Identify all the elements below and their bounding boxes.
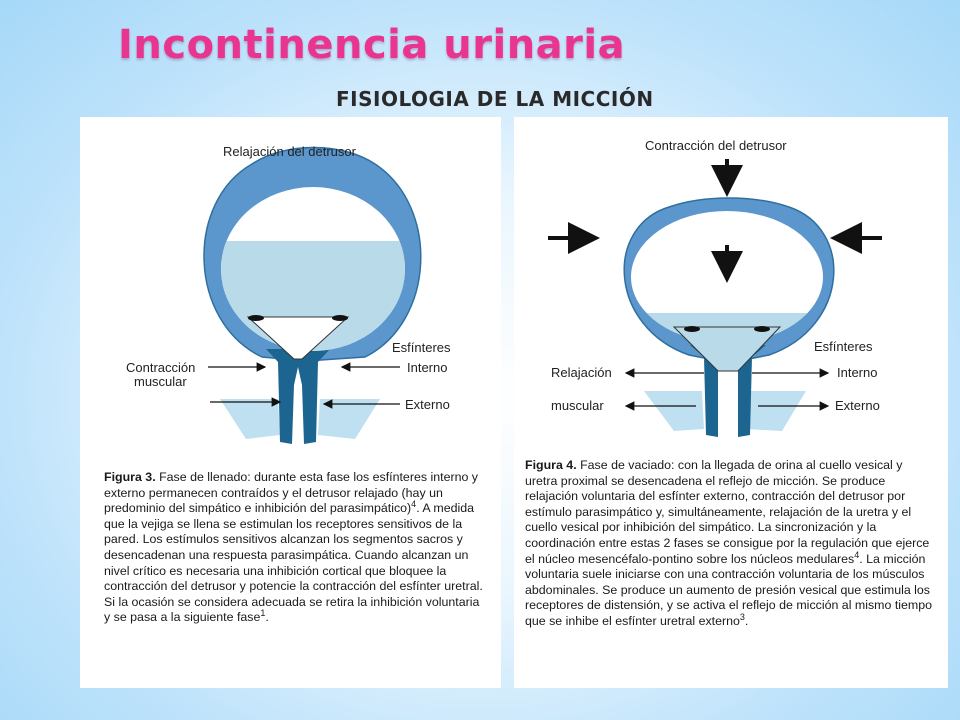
figure-3-caption-text-2: . A medida que la vejiga se llena se estimulan los receptores sensitivos de la pared. Los estímulos sensitivos alcanzan los segmentos sacros y desencadenan una respuesta parasimpática. Cuando alcanzan un nivel crítico es necesaria una inhibición cortical que bloquee la contracción del detrusor y potencie la contracción del esfínter uretral. Si la ocasión se considera adecuada se retira la inhibición voluntaria y se pasa a la siguiente fase — [104, 501, 483, 625]
sphincter-dot-right — [332, 315, 348, 321]
label-detrusor-contract: Contracción del detrusor — [645, 138, 787, 153]
figure-3-ref-1: 4 — [411, 499, 417, 510]
slide-title: Incontinencia urinaria — [118, 22, 626, 68]
figure-3-ref-2: 1 — [260, 608, 266, 619]
figure-4-caption-text-2: . La micción voluntaria suele iniciarse con una contracción voluntaria de los músculos abdominales. Se produce un aumento de presión vesical que estimula los receptores de distensión, y se activa el reflejo de micción al mismo tiempo que se inhibe el esfínter uretral externo — [525, 551, 933, 628]
external-sphincter-right — [318, 399, 380, 439]
label-sphincters: Esfínteres — [814, 339, 873, 354]
label-muscle-contraction-2: muscular — [134, 374, 187, 389]
figure-4-ref-2: 3 — [739, 611, 745, 622]
figure-4-diagram — [514, 117, 948, 457]
figure-4-caption — [525, 458, 937, 630]
external-sphincter-left — [220, 399, 280, 439]
label-sphincters: Esfínteres — [392, 340, 451, 355]
figure-4-panel — [514, 117, 948, 688]
label-internal: Interno — [407, 360, 448, 375]
sphincter-dot-left — [248, 315, 264, 321]
label-detrusor-relax: Relajación del detrusor — [223, 144, 356, 159]
sphincter-dot-left — [684, 326, 700, 332]
figure-4-ref-1: 4 — [854, 549, 860, 560]
figure-4-caption-end: . — [744, 613, 749, 628]
figure-3-caption-text: Fase de llenado: durante esta fase los esfínteres interno y externo permanecen contraídos y el detrusor relajado (hay un predominio del simpático e inhibición del parasimpático) — [104, 470, 479, 516]
label-external: Externo — [835, 398, 880, 413]
figure-4-caption-text: Fase de vaciado: con la llegada de orina al cuello vesical y uretra proximal se desencadena el reflejo de micción. Se produce relajación voluntaria del esfínter externo, contracción del detrusor por estímulo parasimpático y, simultáneamente, relajación de la uretra y el cuello vesical por inhibición del simpático. La sincronización y la coordinación entre estas 2 fases se consigue por la regulación que ejerce el núcleo mesencéfalo-pontino sobre los núcleos medulares — [525, 458, 930, 566]
external-sphincter-right — [746, 391, 806, 431]
label-muscular: muscular — [551, 398, 604, 413]
label-internal: Interno — [837, 365, 878, 380]
label-relaxation: Relajación — [551, 365, 612, 380]
figure-4-caption-title: Figura 4. — [525, 458, 577, 472]
figure-3-caption-title: Figura 3. — [104, 470, 156, 484]
sphincter-dot-right — [754, 326, 770, 332]
label-external: Externo — [405, 397, 450, 412]
slide-subtitle: FISIOLOGIA DE LA MICCIÓN — [336, 87, 654, 111]
external-sphincter-left — [644, 391, 704, 431]
figure-3-caption — [104, 470, 486, 626]
figure-3-panel — [80, 117, 501, 688]
figure-3-diagram — [80, 117, 501, 467]
figure-3-caption-end: . — [265, 610, 269, 625]
label-muscle-contraction-1: Contracción — [126, 360, 196, 375]
